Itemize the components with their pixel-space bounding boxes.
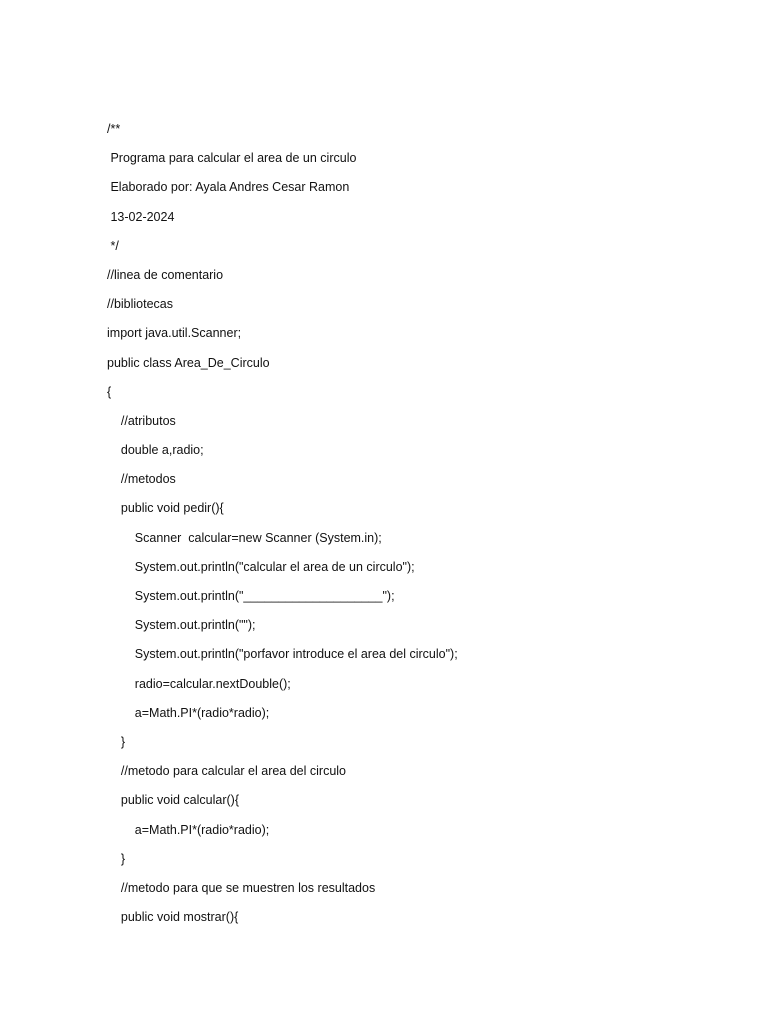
code-line: public void mostrar(){ [107,910,239,925]
code-line: public void pedir(){ [107,501,224,516]
code-line: System.out.println(""); [107,618,256,633]
code-line: a=Math.PI*(radio*radio); [107,705,270,720]
code-line: //atributos [107,413,176,428]
code-line: a=Math.PI*(radio*radio); [107,822,270,837]
code-listing [107,120,727,937]
code-line: } [107,851,126,866]
code-line: 13-02-2024 [107,209,175,224]
code-line: //metodo para que se muestren los resultados [107,880,376,895]
code-line: System.out.println("calcular el area de un circulo"); [107,559,415,574]
code-line: Scanner calcular=new Scanner (System.in); [107,530,382,545]
code-line: Programa para calcular el area de un circulo [107,151,357,166]
code-line: /** [107,122,121,136]
code-line: { [107,384,112,399]
code-line: radio=calcular.nextDouble(); [107,676,291,691]
code-line: import java.util.Scanner; [107,326,242,341]
code-line: //metodo para calcular el area del circulo [107,764,347,779]
code-line: //bibliotecas [107,297,174,312]
code-line: //metodos [107,472,176,487]
code-line: Elaborado por: Ayala Andres Cesar Ramon [107,180,350,195]
code-line: //linea de comentario [107,267,224,282]
code-line: double a,radio; [107,443,204,458]
code-line: System.out.println("____________________"); [107,589,395,603]
code-line: System.out.println("porfavor introduce el area del circulo"); [107,647,458,662]
code-line: */ [107,238,119,253]
code-line: public void calcular(){ [107,793,240,808]
code-line: public class Area_De_Circulo [107,355,270,370]
code-line: } [107,734,126,749]
